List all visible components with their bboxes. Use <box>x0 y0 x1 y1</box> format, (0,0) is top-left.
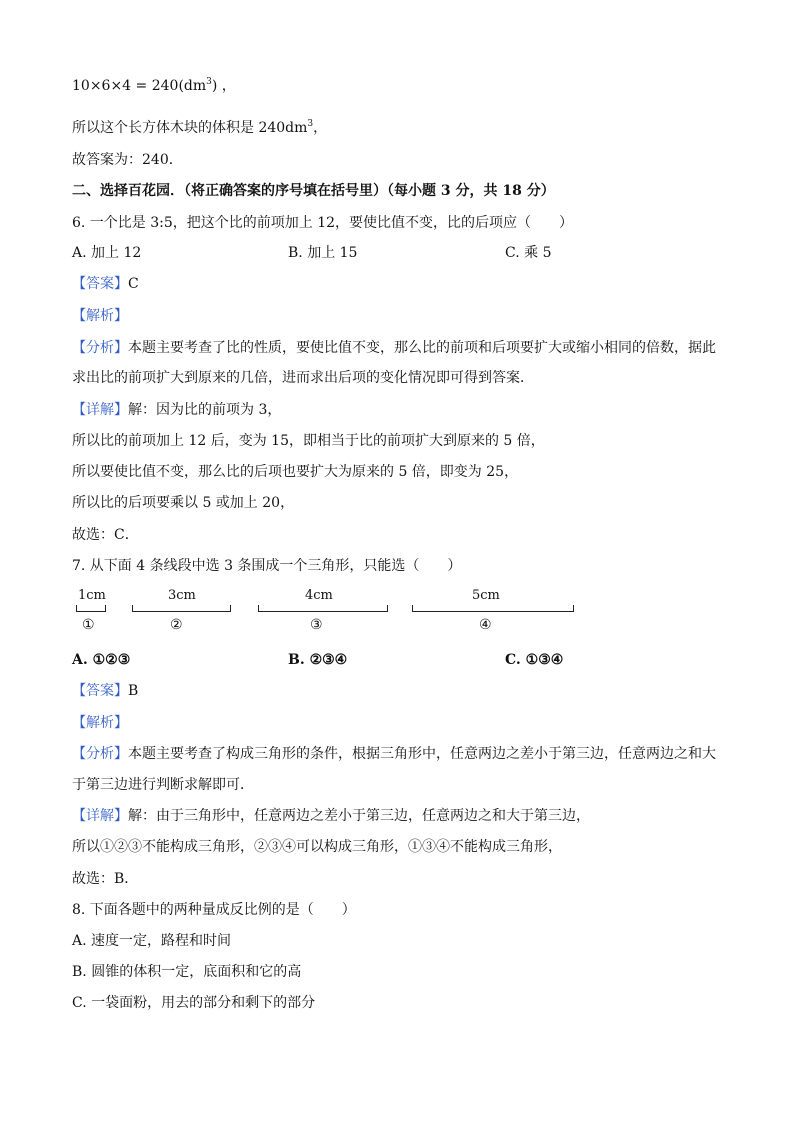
q7-answer <box>72 681 138 701</box>
answer-tag: 【答案】 <box>72 276 128 292</box>
q6-detail-line-1 <box>72 400 281 420</box>
q6-analysis-line-2: 求出比的前项扩大到原来的几倍，进而求出后项的变化情况即可得到答案． <box>72 370 534 386</box>
q6-jiexi-tag: 【解析】 <box>72 308 128 324</box>
formula-exponent: 3 <box>206 77 212 87</box>
analysis-tag: 【分析】 <box>72 746 128 762</box>
detail-text: 解：由于三角形中，任意两边之差小于第三边，任意两边之和大于第三边， <box>128 808 590 824</box>
analysis-tag: 【分析】 <box>72 340 128 356</box>
q7-analysis-line-2: 于第三边进行判断求解即可． <box>72 777 254 793</box>
q7-detail-line-2: 所以①②③不能构成三角形，②③④可以构成三角形，①③④不能构成三角形， <box>72 839 562 855</box>
segment-2-number: ② <box>170 617 183 633</box>
segment-1-number: ① <box>82 617 95 633</box>
q8-option-c: C. 一袋面粉，用去的部分和剩下的部分 <box>72 995 316 1011</box>
q6-analysis-line-1 <box>72 338 716 358</box>
conclusion-text: 所以这个长方体木块的体积是 240dm <box>72 120 308 136</box>
q7-choose: 故选：B． <box>72 871 139 887</box>
q6-stem: 6. 一个比是 3:5，把这个比的前项加上 12，要使比值不变，比的后项应（ ） <box>72 215 574 231</box>
q6-answer <box>72 274 139 294</box>
q8-option-a: A. 速度一定，路程和时间 <box>72 933 232 949</box>
section-heading: 二、选择百花园．（将正确答案的序号填在括号里）（每小题 3 分，共 18 分） <box>72 183 555 199</box>
segment-2-line <box>132 605 231 612</box>
q6-option-c: C. 乘 5 <box>505 245 552 261</box>
formula-tail: ) ， <box>211 78 236 94</box>
segment-3-line <box>258 605 388 612</box>
volume-formula <box>72 72 236 96</box>
q7-option-c: C. ①③④ <box>505 652 564 668</box>
q6-option-b: B. 加上 15 <box>288 245 358 261</box>
conclusion-exponent: 3 <box>307 119 314 129</box>
q6-option-a: A. 加上 12 <box>72 245 142 261</box>
answer-tag: 【答案】 <box>72 683 128 699</box>
q7-analysis-line-1 <box>72 744 716 764</box>
detail-tag: 【详解】 <box>72 808 128 824</box>
q8-stem: 8. 下面各题中的两种量成反比例的是（ ） <box>72 902 356 918</box>
answer-value: B <box>128 683 139 699</box>
segment-1-label: 1cm <box>78 588 106 603</box>
segment-4-line <box>412 605 574 612</box>
volume-conclusion <box>72 114 327 138</box>
q6-detail-line-4: 所以比的后项要乘以 5 或加上 20， <box>72 495 295 511</box>
formula-text: 10×6×4 = 240(dm <box>72 78 207 94</box>
q7-option-b: B. ②③④ <box>288 652 348 668</box>
segment-4-label: 5cm <box>472 588 500 603</box>
conclusion-tail: ， <box>313 120 328 136</box>
q7-option-a: A. ①②③ <box>72 652 131 668</box>
detail-text: 解：因为比的前项为 3， <box>128 402 282 418</box>
q7-detail-line-1 <box>72 806 590 826</box>
analysis-text: 本题主要考查了比的性质，要使比值不变，那么比的前项和后项要扩大或缩小相同的倍数，据此 <box>128 340 716 356</box>
answer-line: 故答案为：240． <box>72 152 183 168</box>
analysis-text: 本题主要考查了构成三角形的条件，根据三角形中，任意两边之差小于第三边，任意两边之和大 <box>128 746 716 762</box>
q8-option-b: B. 圆锥的体积一定，底面积和它的高 <box>72 964 302 980</box>
q6-choose: 故选：C． <box>72 527 139 543</box>
detail-tag: 【详解】 <box>72 402 128 418</box>
answer-value: C <box>128 276 139 292</box>
segment-3-number: ③ <box>310 617 323 633</box>
segment-1-line <box>76 605 106 612</box>
q7-stem: 7. 从下面 4 条线段中选 3 条围成一个三角形，只能选（ ） <box>72 558 462 574</box>
q6-detail-line-2: 所以比的前项加上 12 后，变为 15，即相当于比的前项扩大到原来的 5 倍， <box>72 433 545 449</box>
q6-detail-line-3: 所以要使比值不变，那么比的后项也要扩大为原来的 5 倍，即变为 25， <box>72 464 519 480</box>
segment-4-number: ④ <box>479 617 492 633</box>
segment-2-label: 3cm <box>168 588 196 603</box>
segment-3-label: 4cm <box>305 588 333 603</box>
q7-jiexi-tag: 【解析】 <box>72 715 128 731</box>
